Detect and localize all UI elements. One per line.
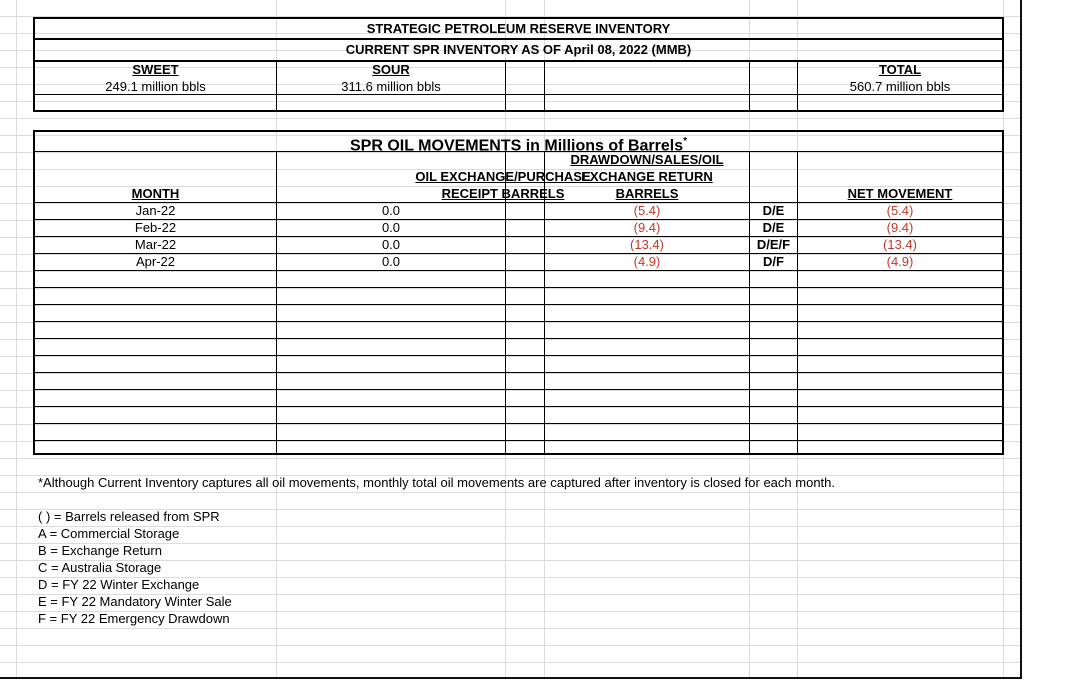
legend-item: F = FY 22 Emergency Drawdown (38, 611, 230, 626)
legend-item: B = Exchange Return (38, 543, 162, 558)
row-code: D/E/F (756, 237, 791, 252)
page-title: STRATEGIC PETROLEUM RESERVE INVENTORY (366, 21, 671, 36)
row-drawdown: (4.9) (633, 254, 661, 269)
legend-item: C = Australia Storage (38, 560, 162, 575)
inventory-date: April 08, 2022 (564, 42, 648, 57)
legend-item: A = Commercial Storage (38, 526, 180, 541)
footnote: *Although Current Inventory captures all oil movements, monthly total oil movements are captured after inventory is closed for each month. (38, 475, 835, 490)
movements-title-mark: * (683, 136, 687, 147)
sweet-label: SWEET (132, 62, 179, 77)
row-net: (5.4) (886, 203, 914, 218)
col-month-header: MONTH (131, 186, 180, 201)
col-drawdown-header-line1: DRAWDOWN/SALES/OIL (570, 152, 724, 167)
row-month: Jan-22 (135, 203, 176, 218)
row-receipt: 0.0 (381, 237, 401, 252)
row-net: (13.4) (883, 237, 917, 252)
sweet-value: 249.1 million bbls (105, 79, 206, 94)
legend-item: D = FY 22 Winter Exchange (38, 577, 200, 592)
total-label: TOTAL (878, 62, 922, 77)
sour-value: 311.6 million bbls (341, 79, 441, 94)
movements-title (33, 132, 1004, 155)
total-value: 560.7 million bbls (849, 79, 951, 94)
inventory-date-heading (33, 41, 1004, 58)
legend-item: E = FY 22 Mandatory Winter Sale (38, 594, 232, 609)
row-drawdown: (13.4) (630, 237, 664, 252)
subtitle-prefix: CURRENT SPR INVENTORY AS OF (345, 42, 565, 57)
col-drawdown-header-line3: BARRELS (615, 186, 679, 201)
col-receipt-header-line2: RECEIPT BARRELS (441, 186, 565, 201)
row-drawdown: (9.4) (633, 220, 661, 235)
row-code: D/F (763, 254, 784, 269)
col-drawdown-header-line2: EXCHANGE RETURN (581, 169, 713, 184)
legend-item: ( ) = Barrels released from SPR (38, 509, 220, 524)
col-net-header: NET MOVEMENT (847, 186, 953, 201)
row-month: Feb-22 (134, 220, 177, 235)
row-month: Mar-22 (134, 237, 177, 252)
row-net: (9.4) (886, 220, 914, 235)
row-net: (4.9) (886, 254, 914, 269)
subtitle-suffix: (MMB) (647, 42, 692, 57)
row-code: D/E (762, 203, 785, 218)
row-receipt: 0.0 (381, 220, 401, 235)
row-receipt: 0.0 (381, 203, 401, 218)
col-receipt-header-line1: OIL EXCHANGE/PURCHASE (415, 169, 591, 184)
row-code: D/E (762, 220, 785, 235)
row-receipt: 0.0 (381, 254, 401, 269)
sour-label: SOUR (372, 62, 410, 77)
row-month: Apr-22 (135, 254, 176, 269)
row-drawdown: (5.4) (633, 203, 661, 218)
movements-title-text: SPR OIL MOVEMENTS in Millions of Barrels (350, 137, 684, 155)
